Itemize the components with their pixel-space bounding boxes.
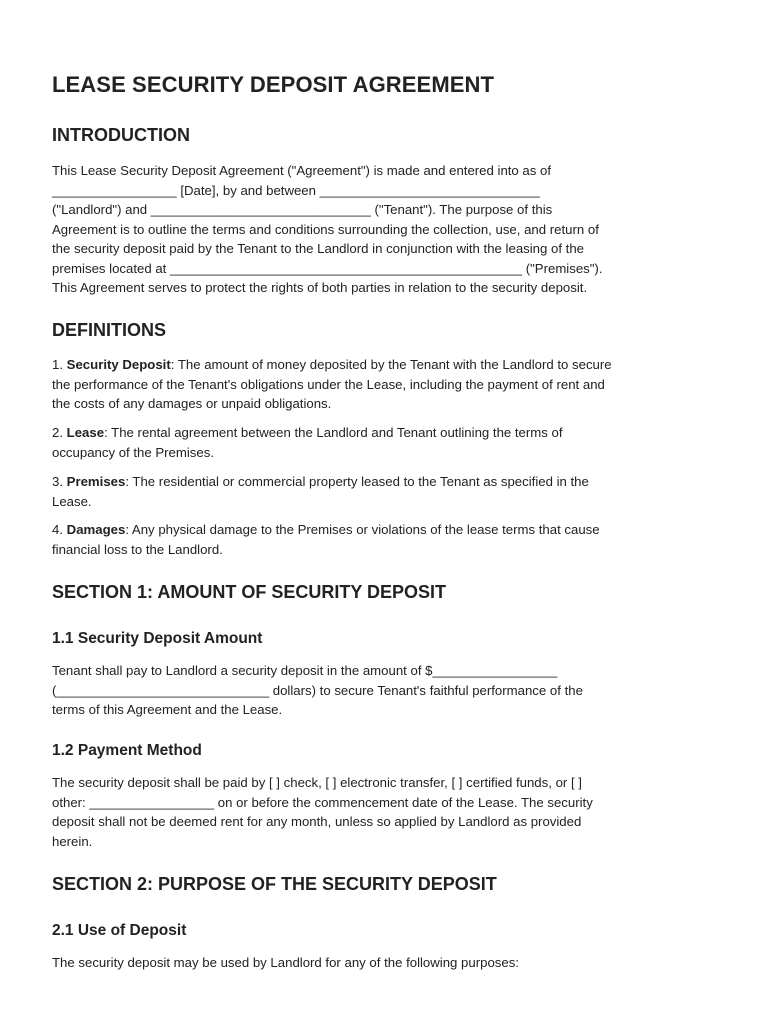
definition-item-security-deposit xyxy=(52,355,722,414)
paragraph-line: (_____________________________ dollars) to secure Tenant's faithful performance of the xyxy=(52,682,583,698)
definition-line: the costs of any damages or unpaid obligations. xyxy=(52,396,332,411)
paragraph-line: other: _________________ on or before the commencement date of the Lease. The security xyxy=(52,794,593,810)
definition-term: Security Deposit xyxy=(66,357,171,372)
intro-line: premises located at ________________________________________________ ("Premises"). xyxy=(52,260,603,276)
definition-line: occupancy of the Premises. xyxy=(52,444,214,460)
section1-2-heading: 1.2 Payment Method xyxy=(52,742,202,759)
definitions-heading: DEFINITIONS xyxy=(52,320,167,340)
section2-1-paragraph xyxy=(52,953,722,973)
intro-line: This Agreement serves to protect the rights of both parties in relation to the security deposit. xyxy=(52,280,588,295)
definition-term: Premises xyxy=(66,474,126,489)
definition-line xyxy=(52,520,722,540)
definition-text: : The residential or commercial property leased to the Tenant as specified in the xyxy=(125,474,589,489)
introduction-heading: INTRODUCTION xyxy=(52,125,190,145)
definition-line xyxy=(52,355,722,375)
definition-line: the performance of the Tenant's obligations under the Lease, including the payment of rent and xyxy=(52,376,605,392)
definition-term: Damages xyxy=(66,522,126,537)
paragraph-line: Tenant shall pay to Landlord a security deposit in the amount of $_________________ xyxy=(52,663,558,678)
paragraph-line: terms of this Agreement and the Lease. xyxy=(52,702,283,717)
definition-item-lease xyxy=(52,423,722,462)
definition-line: Lease. xyxy=(52,493,92,509)
definition-item-damages xyxy=(52,520,722,559)
paragraph-line: herein. xyxy=(52,833,93,849)
introduction-paragraph xyxy=(52,161,722,298)
intro-line: the security deposit paid by the Tenant to the Landlord in conjunction with the leasing of the xyxy=(52,241,585,256)
intro-line: Agreement is to outline the terms and conditions surrounding the collection, use, and return of xyxy=(52,221,599,237)
paragraph-line: The security deposit shall be paid by [ ] check, [ ] electronic transfer, [ ] certified funds, or [ ] xyxy=(52,775,582,790)
intro-line: _________________ [Date], by and between ______________________________ xyxy=(52,182,540,198)
section1-heading: SECTION 1: AMOUNT OF SECURITY DEPOSIT xyxy=(52,582,447,602)
definition-text: : The amount of money deposited by the Tenant with the Landlord to secure xyxy=(170,357,612,372)
definition-number: 2. xyxy=(52,425,63,440)
section2-heading: SECTION 2: PURPOSE OF THE SECURITY DEPOSIT xyxy=(52,874,497,894)
paragraph-line: deposit shall not be deemed rent for any month, unless so applied by Landlord as provided xyxy=(52,814,582,829)
definition-text: : Any physical damage to the Premises or violations of the lease terms that cause xyxy=(125,522,600,537)
definition-number: 1. xyxy=(52,357,63,372)
section1-1-paragraph xyxy=(52,661,722,720)
intro-line: This Lease Security Deposit Agreement ("Agreement") is made and entered into as of xyxy=(52,163,552,178)
definition-number: 4. xyxy=(52,522,63,537)
document-title: LEASE SECURITY DEPOSIT AGREEMENT xyxy=(52,72,495,97)
definition-text: : The rental agreement between the Landlord and Tenant outlining the terms of xyxy=(104,425,563,440)
intro-line: ("Landlord") and ______________________________ ("Tenant"). The purpose of this xyxy=(52,202,553,217)
definition-item-premises xyxy=(52,472,722,511)
definition-term: Lease xyxy=(66,425,105,440)
section2-1-heading: 2.1 Use of Deposit xyxy=(52,922,187,939)
definition-number: 3. xyxy=(52,474,63,489)
section1-1-heading: 1.1 Security Deposit Amount xyxy=(52,630,263,647)
paragraph-line: The security deposit may be used by Landlord for any of the following purposes: xyxy=(52,955,519,970)
section1-2-paragraph xyxy=(52,773,722,851)
definition-line xyxy=(52,423,722,443)
definition-line: financial loss to the Landlord. xyxy=(52,541,223,557)
definition-line xyxy=(52,472,722,492)
